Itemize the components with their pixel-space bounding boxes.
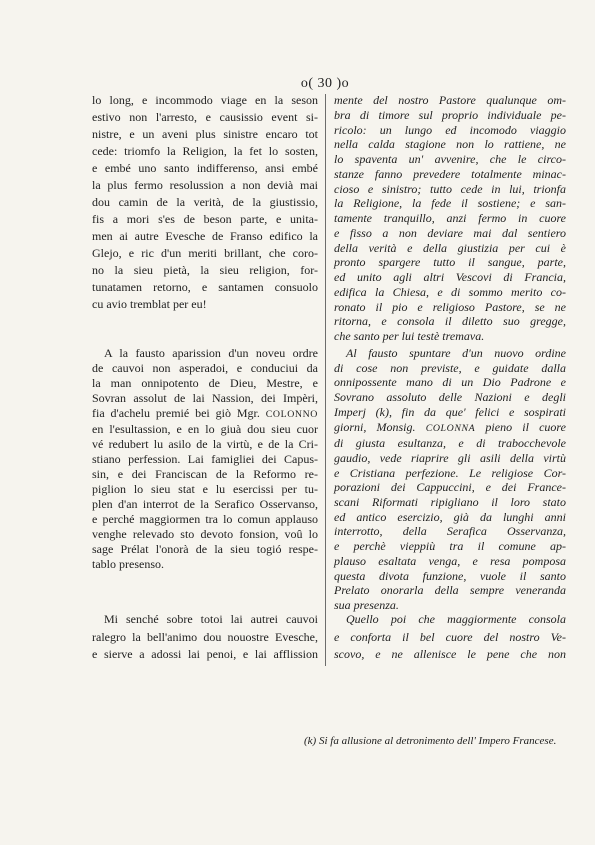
text-line: della verità e della giustizia per cui è (334, 240, 566, 255)
text-line: di giusta esultanza, e di trabocchevole (334, 436, 566, 451)
text-line: tunatamen retorno, e santamen consuolo (92, 280, 318, 294)
right-paragraph-2 (334, 346, 566, 613)
small-caps-name: COLONNA (425, 422, 476, 434)
text-line: ed antico esercizio, già da lunghi anni (334, 509, 566, 524)
text-line: edifica la Chiesa, e di sommo merito co- (334, 284, 566, 299)
text-line: nella calda stagione non lo rattiene, ne (334, 137, 566, 152)
text-line: e fisso a non deviare mai dal sentiero (334, 225, 566, 240)
page-number: o( 30 )o (300, 76, 350, 91)
text-line: tamente tranquillo, anzi fermo in cuore (334, 211, 566, 225)
text-line: Imperj (k), fin da que' felici e sospirati (334, 404, 566, 419)
text-line: ronato il pio e religioso Pastore, se ne (334, 299, 566, 314)
right-paragraph-3 (334, 611, 566, 664)
column-divider (325, 94, 326, 666)
text-line: questa divota funzione, vuole il santo (334, 568, 566, 583)
text-line: gaudio, vede riaprire gli asili della virtù (334, 450, 566, 465)
text-line: pronto spargere tutto il sangue, parte, (334, 255, 566, 270)
text-line: lo long, e incommodo viage en la seson (92, 93, 318, 107)
text-line: la man onnipotento de Dieu, Mestre, e (92, 376, 318, 390)
text-line: ritorna, e consola il diletto suo gregge, (334, 314, 566, 329)
text-line: de cauvoi non asperadoi, e conduciui da (92, 361, 318, 375)
text-line: ricolo: un lungo ed incomodo viaggio (334, 122, 566, 137)
text-run: fia d'achelu premié bei giò Mgr. (92, 406, 266, 420)
text-line: e perchè vieppiù tra il comune ap- (334, 539, 566, 554)
text-line: cioso e sinistro; tutto cede in lui, trionfa (334, 181, 566, 196)
text-run: pieno il cuore (475, 419, 566, 434)
small-caps-name: COLONNO (265, 409, 318, 420)
text-line: A la fausto aparission d'un noveu ordre (104, 346, 318, 360)
text-line: onnipossente mano di un Dio Padrone e (334, 375, 566, 390)
text-line: Mi senché sobre totoi lai autrei cauvoi (104, 612, 318, 626)
text-line: men ai autre Evesche de Franso edifico la (92, 229, 318, 243)
text-line: vé redubert lu asilo de la virtù, e de la Cri- (92, 437, 318, 451)
text-line: ed unito agli altri Vescovi di Francia, (334, 270, 566, 284)
text-line: venghe relevado sto devoto fonsion, voû lo (92, 527, 318, 541)
text-line: piglion lo sieu stat e lu esercissi per tu- (92, 482, 318, 496)
text-line: fis a mori s'es de beson parte, e unita- (92, 212, 318, 226)
right-paragraph-1 (334, 93, 566, 344)
left-paragraph-2 (92, 346, 318, 572)
text-line: sage Prélat l'onorà de la sieu togió respe- (92, 542, 318, 556)
text-line: scani Riformati ripigliano il loro stato (334, 495, 566, 510)
text-line: no la sieu pietà, la sieu religion, for- (92, 263, 318, 277)
text-line: sin, e dei Franciscan de la Reformo re- (92, 467, 318, 481)
text-line: tablo presenso. (92, 557, 164, 571)
text-line: Al fausto spuntare d'un nuovo ordine (346, 346, 566, 360)
text-line: Prelato onorarla della sempre veneranda (334, 583, 566, 598)
text-line: estivo non l'arresto, e causissio event si- (92, 110, 318, 124)
text-line: mente del nostro Pastore qualunque om- (334, 93, 566, 107)
left-column (92, 0, 318, 845)
left-paragraph-1 (92, 92, 318, 313)
text-line: nistre, e un aveni plus sinistre encaro tot (92, 127, 318, 141)
text-line: lo spaventa un' avvenire, che le circo- (334, 152, 566, 166)
text-line: e conforta il bel cuore del nostro Ve- (334, 629, 566, 644)
text-line: en l'esultassion, e en lo giuà dou sieu cuor (92, 422, 318, 436)
text-line: la plus fermo resolussion a non devià mai (92, 178, 318, 192)
footnote: (k) Si fa allusione al detronimento dell' Impero Francese. (304, 735, 557, 747)
text-line: porazioni dei Cappuccini, e dei France- (334, 480, 566, 495)
left-paragraph-3 (92, 611, 318, 664)
text-line: e Cristiana perfezione. Le religiose Cor- (334, 465, 566, 480)
text-line: di cose non previste, e guidate dalla (334, 360, 566, 375)
text-line: stiano perfession. Lai famigliei dei Capus- (92, 452, 318, 466)
text-line: e sierve a adossi lai penoi, e lai afflission (92, 647, 318, 661)
text-line: Sovrano assoluto delle Nazioni e degli (334, 390, 566, 405)
text-line: e embé uno santo indifferenso, ansi embé (92, 161, 318, 175)
text-line: la Religione, la fede il sostiene; e san- (334, 196, 566, 211)
text-line: interrotto, della Serafica Osservanza, (334, 524, 566, 539)
text-line: cede: triomfo la Religion, la fet lo sosten, (92, 144, 318, 158)
text-line: che santo per lui testè tremava. (334, 329, 485, 343)
text-line: plauso esaltata venga, e resa pomposa (334, 553, 566, 568)
text-run: giorni, Monsig. (334, 419, 426, 434)
text-line: scovo, e ne allenisce le pene che non (334, 647, 566, 661)
text-line: sua presenza. (334, 597, 399, 612)
text-line: stanze fanno prevedere totalmente minac- (334, 166, 566, 181)
text-line: ralegro la bell'animo dou nouostre Evesche, (92, 629, 318, 644)
text-line: Glejo, e ric d'un meriti brillant, che coro- (92, 246, 318, 260)
text-line: Sovran assolut de lai Nassion, dei Impèri, (92, 391, 318, 405)
text-line: Quello poi che maggiormente consola (346, 612, 566, 626)
text-line: cu avio tremblat per eu! (92, 297, 207, 311)
right-column (334, 0, 566, 845)
text-line: dou camin de la verità, de la giustissio, (92, 195, 318, 209)
text-line: e perché maggiormen tra lo comun applauso (92, 512, 318, 526)
text-line (92, 406, 318, 422)
text-line (334, 420, 566, 437)
text-line: bra di timore sul proprio individuale pe- (334, 107, 566, 122)
text-line: plen d'an interrot de la Serafico Osservanso, (92, 497, 318, 511)
